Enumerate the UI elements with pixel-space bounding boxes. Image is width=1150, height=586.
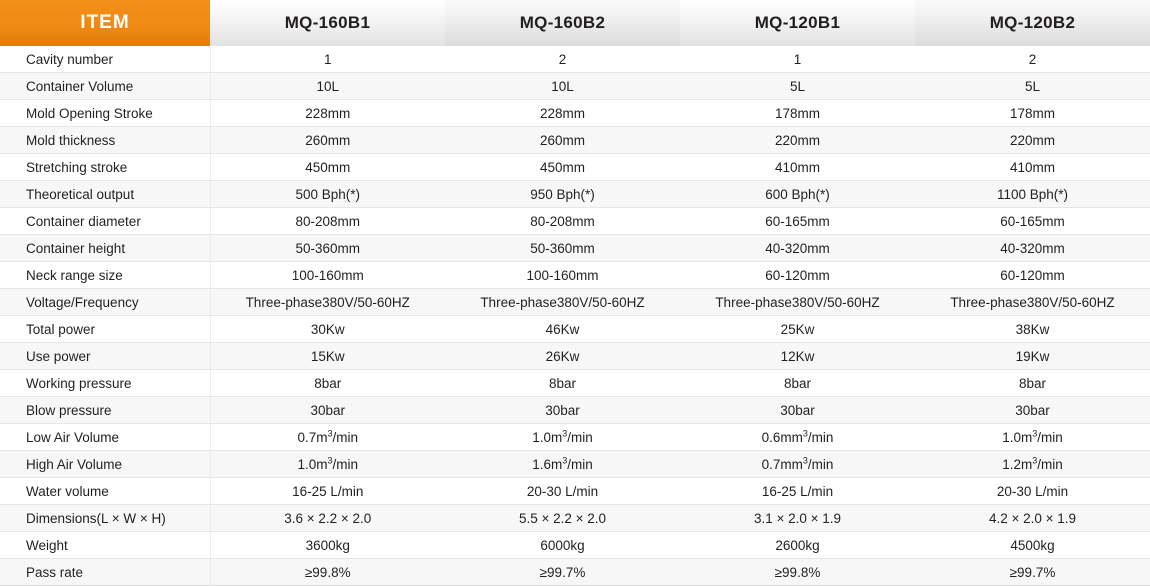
cell-value: $0.7mm^3/\min$: [680, 451, 915, 478]
table-row: [0, 262, 1150, 289]
cell-value: 30bar: [680, 397, 915, 424]
table-header-row: [0, 0, 1150, 46]
row-label: Mold Opening Stroke: [0, 100, 210, 127]
cell-value: $1.2m^3/\min$: [915, 451, 1150, 478]
table-row: [0, 208, 1150, 235]
cell-value: 30Kw: [210, 316, 445, 343]
cell-value: Three-phase380V/50-60HZ: [680, 289, 915, 316]
cell-value: 30bar: [915, 397, 1150, 424]
cell-value: 16-25 L/min: [210, 478, 445, 505]
cell-value: 100-160mm: [210, 262, 445, 289]
cell-value: 220mm: [915, 127, 1150, 154]
table-row: [0, 154, 1150, 181]
row-label: Dimensions(L × W × H): [0, 505, 210, 532]
row-label: Water volume: [0, 478, 210, 505]
cell-value: 50-360mm: [445, 235, 680, 262]
table-header: [0, 0, 1150, 46]
cell-value: 410mm: [915, 154, 1150, 181]
row-label: Cavity number: [0, 46, 210, 73]
cell-value: 410mm: [680, 154, 915, 181]
cell-value: 1: [680, 46, 915, 73]
cell-value: 5L: [915, 73, 1150, 100]
cell-value: ≥99.8%: [210, 559, 445, 586]
row-label: Mold thickness: [0, 127, 210, 154]
cell-value: 3600kg: [210, 532, 445, 559]
cell-value: ≥99.7%: [915, 559, 1150, 586]
cell-value: 3.1 × 2.0 × 1.9: [680, 505, 915, 532]
table-row: [0, 478, 1150, 505]
cell-value: 2: [445, 46, 680, 73]
table-row: [0, 289, 1150, 316]
cell-value: 12Kw: [680, 343, 915, 370]
table-row: [0, 370, 1150, 397]
cell-value: 80-208mm: [445, 208, 680, 235]
cell-value: 15Kw: [210, 343, 445, 370]
column-header-item: ITEM: [0, 0, 210, 46]
cell-value: 8bar: [210, 370, 445, 397]
cell-value: 8bar: [915, 370, 1150, 397]
cell-value: 60-120mm: [680, 262, 915, 289]
cell-value: 50-360mm: [210, 235, 445, 262]
table-row: [0, 424, 1150, 451]
table-row: [0, 532, 1150, 559]
row-label: Neck range size: [0, 262, 210, 289]
cell-value: ≥99.7%: [445, 559, 680, 586]
table-row: [0, 127, 1150, 154]
cell-value: 4.2 × 2.0 × 1.9: [915, 505, 1150, 532]
cell-value: 20-30 L/min: [915, 478, 1150, 505]
cell-value: 19Kw: [915, 343, 1150, 370]
cell-value: Three-phase380V/50-60HZ: [915, 289, 1150, 316]
table-row: [0, 316, 1150, 343]
table-row: [0, 559, 1150, 586]
column-header-model-4: MQ-120B2: [915, 0, 1150, 46]
cell-value: 178mm: [680, 100, 915, 127]
cell-value: 450mm: [210, 154, 445, 181]
row-label: Low Air Volume: [0, 424, 210, 451]
cell-value: 260mm: [445, 127, 680, 154]
cell-value: 10L: [210, 73, 445, 100]
row-label: Voltage/Frequency: [0, 289, 210, 316]
table-body: [0, 46, 1150, 586]
cell-value: 220mm: [680, 127, 915, 154]
cell-value: 5L: [680, 73, 915, 100]
cell-value: 228mm: [445, 100, 680, 127]
row-label: Working pressure: [0, 370, 210, 397]
cell-value: 500 Bph(*): [210, 181, 445, 208]
table-row: [0, 235, 1150, 262]
cell-value: $1.0m^3/\min$: [445, 424, 680, 451]
row-label: Container diameter: [0, 208, 210, 235]
table-row: [0, 46, 1150, 73]
cell-value: 8bar: [445, 370, 680, 397]
table-row: [0, 451, 1150, 478]
cell-value: 600 Bph(*): [680, 181, 915, 208]
row-label: Use power: [0, 343, 210, 370]
cell-value: 8bar: [680, 370, 915, 397]
column-header-model-3: MQ-120B1: [680, 0, 915, 46]
cell-value: 30bar: [445, 397, 680, 424]
cell-value: 60-165mm: [915, 208, 1150, 235]
cell-value: 1100 Bph(*): [915, 181, 1150, 208]
table-row: [0, 73, 1150, 100]
cell-value: 25Kw: [680, 316, 915, 343]
cell-value: 2: [915, 46, 1150, 73]
cell-value: $0.7m^3/\min$: [210, 424, 445, 451]
row-label: Pass rate: [0, 559, 210, 586]
row-label: Container height: [0, 235, 210, 262]
row-label: Weight: [0, 532, 210, 559]
cell-value: 26Kw: [445, 343, 680, 370]
cell-value: 260mm: [210, 127, 445, 154]
cell-value: 100-160mm: [445, 262, 680, 289]
row-label: Theoretical output: [0, 181, 210, 208]
cell-value: 10L: [445, 73, 680, 100]
cell-value: 60-165mm: [680, 208, 915, 235]
table-row: [0, 397, 1150, 424]
cell-value: $1.6m^3/\min$: [445, 451, 680, 478]
cell-value: 2600kg: [680, 532, 915, 559]
cell-value: 80-208mm: [210, 208, 445, 235]
cell-value: 450mm: [445, 154, 680, 181]
row-label: Total power: [0, 316, 210, 343]
cell-value: $0.6mm^3/\min$: [680, 424, 915, 451]
cell-value: 16-25 L/min: [680, 478, 915, 505]
column-header-model-2: MQ-160B2: [445, 0, 680, 46]
row-label: Blow pressure: [0, 397, 210, 424]
cell-value: Three-phase380V/50-60HZ: [445, 289, 680, 316]
column-header-model-1: MQ-160B1: [210, 0, 445, 46]
table-row: [0, 100, 1150, 127]
cell-value: 20-30 L/min: [445, 478, 680, 505]
cell-value: 228mm: [210, 100, 445, 127]
cell-value: 178mm: [915, 100, 1150, 127]
cell-value: 5.5 × 2.2 × 2.0: [445, 505, 680, 532]
cell-value: 950 Bph(*): [445, 181, 680, 208]
row-label: Stretching stroke: [0, 154, 210, 181]
cell-value: 38Kw: [915, 316, 1150, 343]
cell-value: 30bar: [210, 397, 445, 424]
cell-value: $1.0m^3/\min$: [915, 424, 1150, 451]
cell-value: ≥99.8%: [680, 559, 915, 586]
cell-value: 40-320mm: [915, 235, 1150, 262]
cell-value: 3.6 × 2.2 × 2.0: [210, 505, 445, 532]
table-row: [0, 181, 1150, 208]
cell-value: 46Kw: [445, 316, 680, 343]
table-row: [0, 343, 1150, 370]
cell-value: $1.0m^3/\min$: [210, 451, 445, 478]
row-label: Container Volume: [0, 73, 210, 100]
table-row: [0, 505, 1150, 532]
cell-value: 6000kg: [445, 532, 680, 559]
cell-value: 4500kg: [915, 532, 1150, 559]
cell-value: 60-120mm: [915, 262, 1150, 289]
cell-value: 1: [210, 46, 445, 73]
cell-value: 40-320mm: [680, 235, 915, 262]
cell-value: Three-phase380V/50-60HZ: [210, 289, 445, 316]
row-label: High Air Volume: [0, 451, 210, 478]
